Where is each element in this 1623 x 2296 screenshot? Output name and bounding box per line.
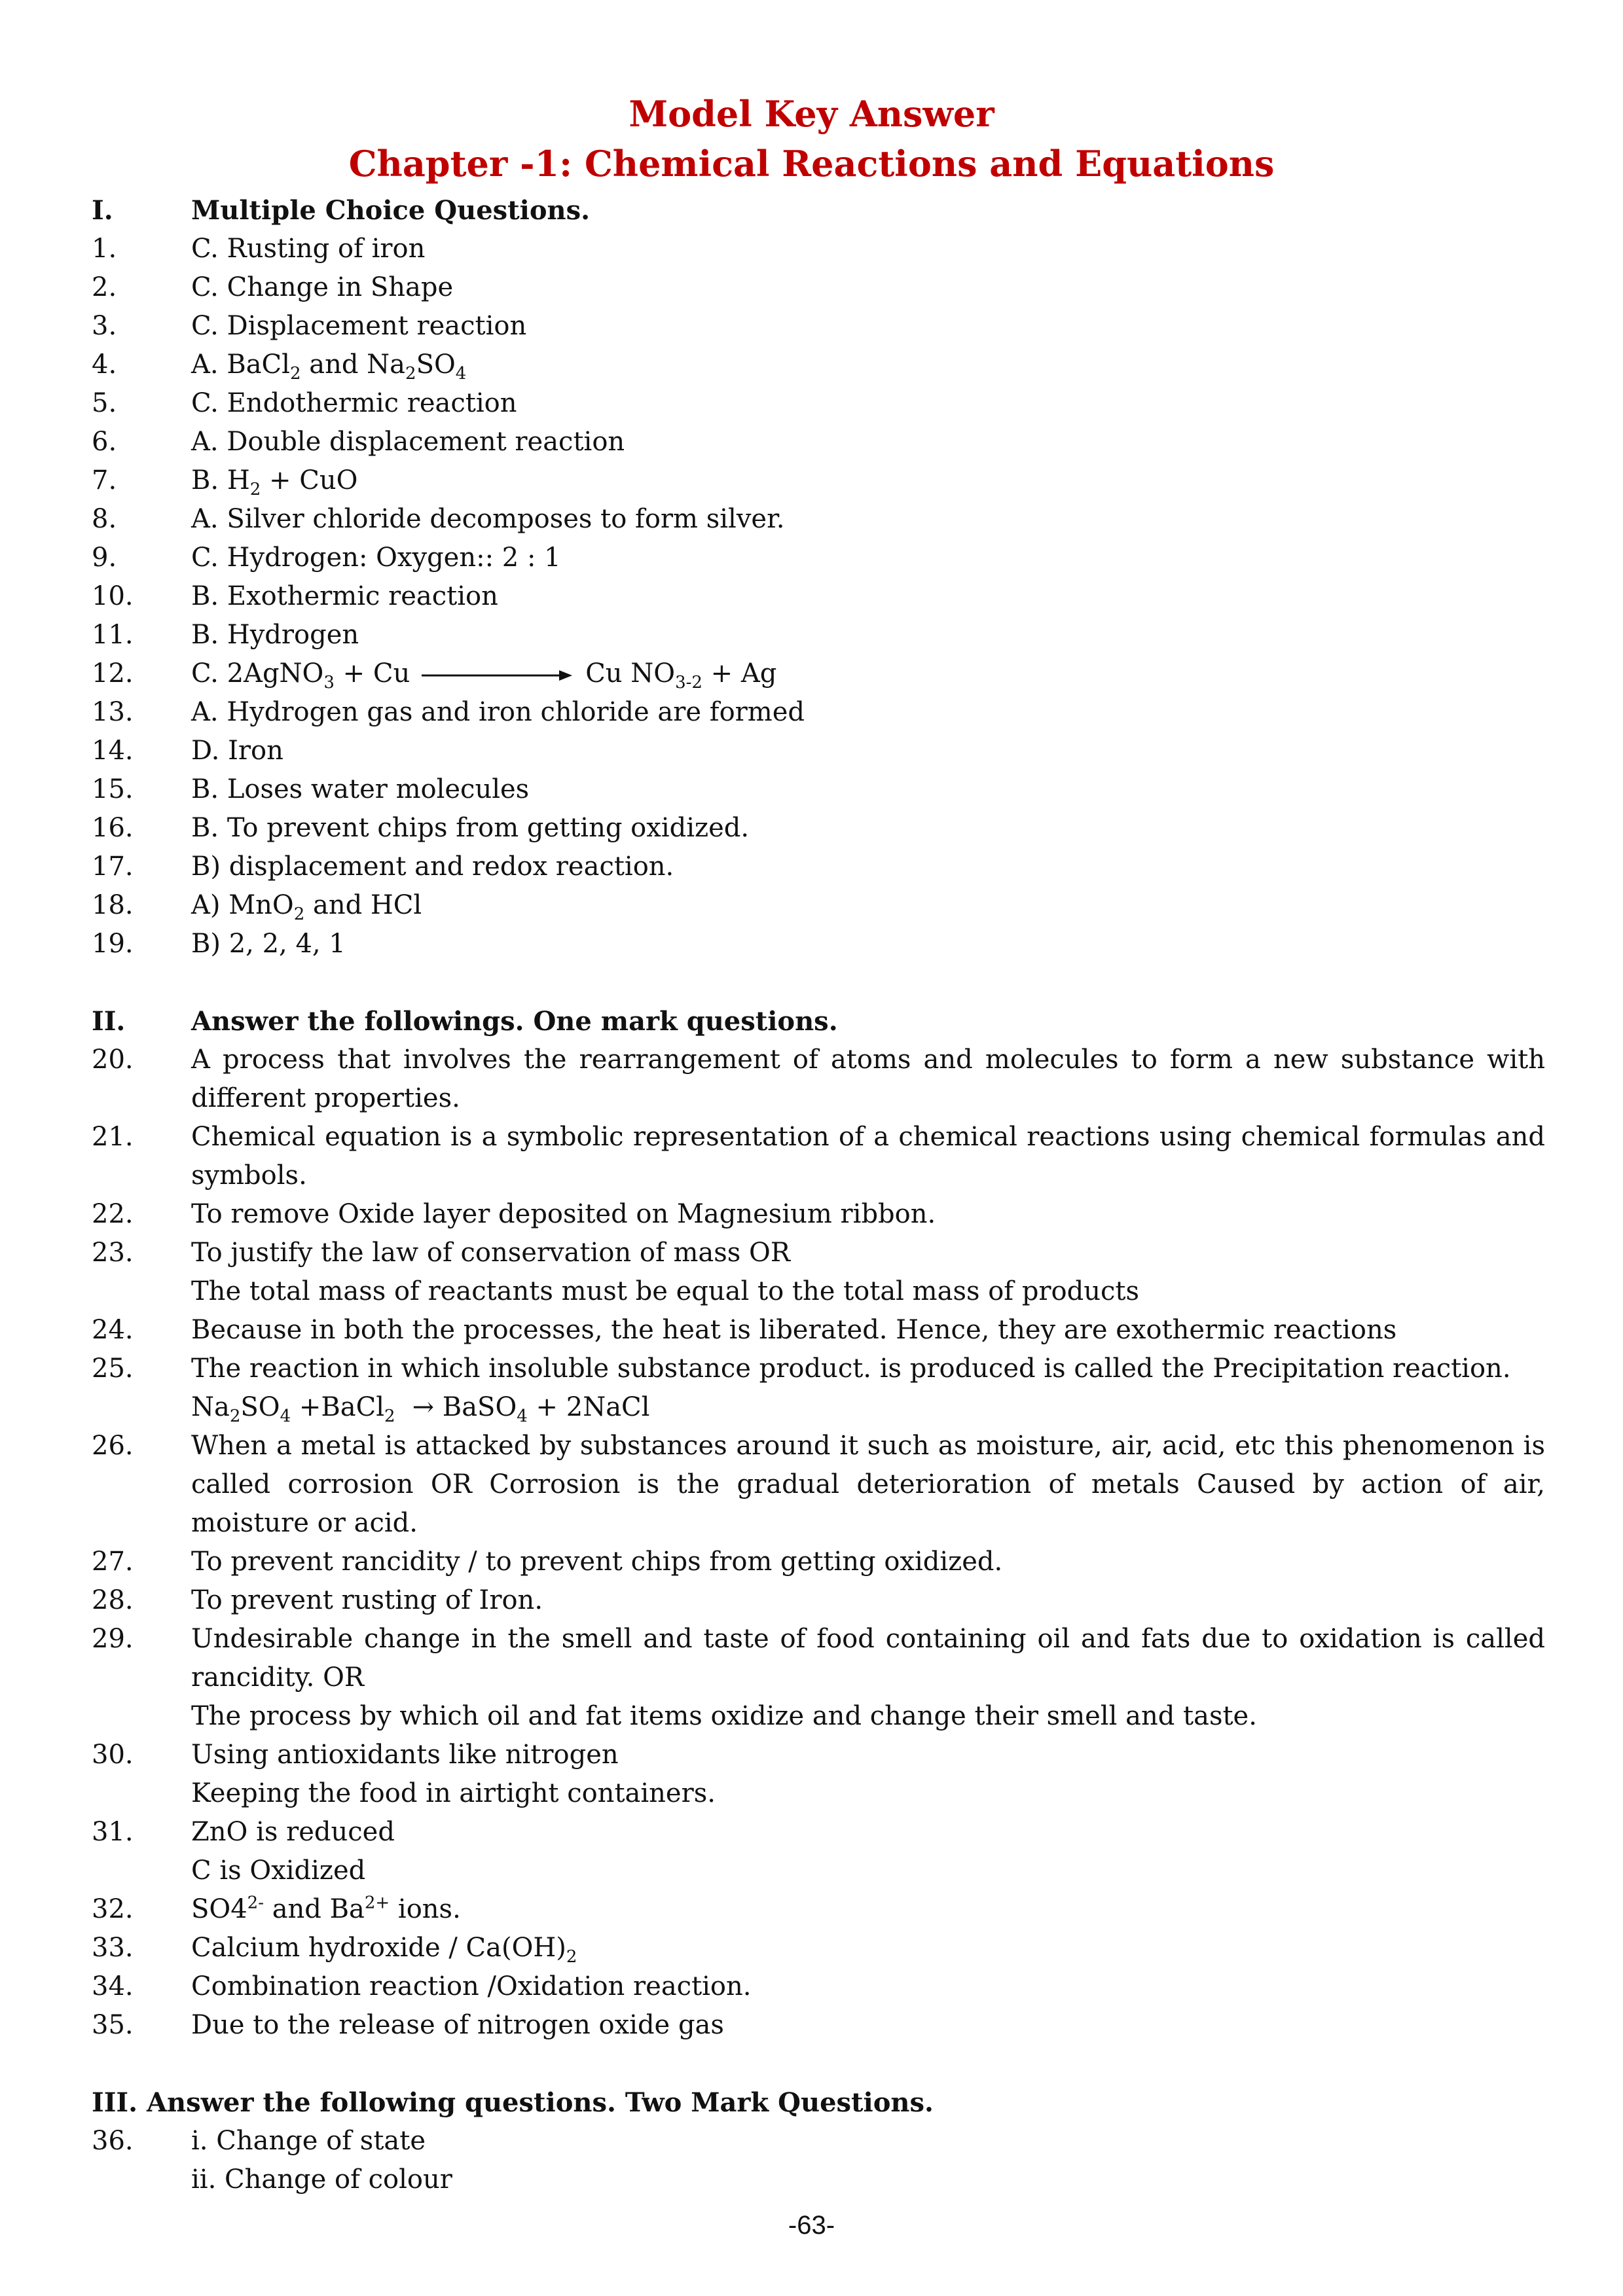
item-text: Calcium hydroxide / $Ca(OH)_2$ xyxy=(191,1933,577,1967)
item-number: 24. xyxy=(92,1315,134,1345)
item-text: B. Exothermic reaction xyxy=(191,581,498,611)
item-number: 35. xyxy=(92,2010,134,2040)
item-number: 31. xyxy=(92,1817,134,1847)
chapter-title: Chapter -1: Chemical Reactions and Equations xyxy=(348,143,1275,185)
item-text: C. Change in Shape xyxy=(191,272,454,302)
item-text: A. BaCl$_2$ and $Na_2SO_4$ xyxy=(191,350,467,384)
item-text: Chemical equation is a symbolic representation of a chemical reactions using chemical formulas and symbols. xyxy=(191,1122,1545,1191)
item-number: 9. xyxy=(92,543,117,573)
item-text: B) displacement and redox reaction. xyxy=(191,852,674,882)
item-text: B. $H_2$ + CuO xyxy=(191,465,358,499)
item-number: 27. xyxy=(92,1547,134,1577)
item-text: B. To prevent chips from getting oxidized. xyxy=(191,813,750,843)
section-title: Multiple Choice Questions. xyxy=(191,195,591,226)
item-text: To remove Oxide layer deposited on Magnesium ribbon. xyxy=(191,1199,936,1229)
item-number: 14. xyxy=(92,736,134,766)
item-text: To justify the law of conservation of mass OR The total mass of reactants must be equal to the total mass of products xyxy=(191,1238,1140,1306)
item-number: 22. xyxy=(92,1199,134,1229)
item-number: 6. xyxy=(92,427,117,457)
item-text: B. Loses water molecules xyxy=(191,774,530,804)
item-number: 25. xyxy=(92,1354,134,1384)
item-text: A. Double displacement reaction xyxy=(191,427,625,457)
item-text: To prevent rancidity / to prevent chips from getting oxidized. xyxy=(191,1547,1003,1577)
item-text: When a metal is attacked by substances around it such as moisture, air, acid, etc this phenomenon is called corrosion OR Corrosion is the gradual deterioration of metals Caused by action of air, moisture or acid. xyxy=(191,1431,1545,1538)
item-text: Undesirable change in the smell and taste of food containing oil and fats due to oxidation is called rancidity. OR The process by which oil and fat items oxidize and change their smell and taste. xyxy=(191,1624,1545,1731)
item-text: C. Endothermic reaction xyxy=(191,388,517,418)
page-title: Model Key Answer xyxy=(629,93,994,135)
item-text: ZnO is reduced C is Oxidized xyxy=(191,1817,395,1886)
item-number: 30. xyxy=(92,1740,134,1770)
item-number: 12. xyxy=(92,658,134,689)
item-number: 5. xyxy=(92,388,117,418)
item-number: 33. xyxy=(92,1933,134,1963)
item-number: 26. xyxy=(92,1431,134,1461)
section-number: I. xyxy=(92,195,113,226)
item-number: 19. xyxy=(92,929,134,959)
item-number: 28. xyxy=(92,1585,134,1615)
item-number: 13. xyxy=(92,697,134,727)
item-text: To prevent rusting of Iron. xyxy=(191,1585,543,1615)
item-number: 10. xyxy=(92,581,134,611)
item-number: 17. xyxy=(92,852,134,882)
item-text: C. Rusting of iron xyxy=(191,234,426,264)
item-text: Using antioxidants like nitrogen Keeping the food in airtight containers. xyxy=(191,1740,716,1808)
item-number: 32. xyxy=(92,1894,134,1924)
item-number: 29. xyxy=(92,1624,134,1654)
item-text: A) MnO$_2$ and HCl xyxy=(191,890,422,924)
item-text: A. Silver chloride decomposes to form silver. xyxy=(191,504,785,534)
item-text: B) 2, 2, 4, 1 xyxy=(191,929,346,959)
reaction-arrow-icon xyxy=(422,669,572,682)
item-number: 20. xyxy=(92,1045,134,1075)
section-number: II. xyxy=(92,1006,126,1037)
item-number: 7. xyxy=(92,465,117,495)
item-number: 16. xyxy=(92,813,134,843)
item-number: 36. xyxy=(92,2126,134,2156)
page-number: -63- xyxy=(788,2211,835,2240)
item-text: i. Change of state ii. Change of colour xyxy=(191,2126,452,2195)
item-text: The reaction in which insoluble substance product. is produced is called the Precipitation reaction. $Na_2SO_4$ +BaCl$_2$ → BaSO$_4$ + 2NaCl xyxy=(191,1354,1511,1426)
item-text: Because in both the processes, the heat is liberated. Hence, they are exothermic reactions xyxy=(191,1315,1397,1345)
item-text: $SO4^{2-}$ and $Ba^{2+}$ ions. xyxy=(191,1893,461,1924)
item-number: 2. xyxy=(92,272,117,302)
item-text: C. 2AgNO$_3$ + Cu Cu $NO_{3-2} + Ag$ xyxy=(191,658,777,692)
item-number: 4. xyxy=(92,350,117,380)
item-text: C. Hydrogen: Oxygen:: 2 : 1 xyxy=(191,543,561,573)
section-heading: III. Answer the following questions. Two Mark Questions. xyxy=(92,2087,934,2118)
item-number: 11. xyxy=(92,620,134,650)
item-text: A. Hydrogen gas and iron chloride are formed xyxy=(191,697,805,727)
item-number: 15. xyxy=(92,774,134,804)
item-text: D. Iron xyxy=(191,736,283,766)
item-number: 18. xyxy=(92,890,134,920)
item-text: Due to the release of nitrogen oxide gas xyxy=(191,2010,724,2040)
item-number: 23. xyxy=(92,1238,134,1268)
section-title: Answer the followings. One mark questions. xyxy=(191,1006,838,1037)
item-text: C. Displacement reaction xyxy=(191,311,527,341)
item-number: 1. xyxy=(92,234,117,264)
item-number: 21. xyxy=(92,1122,134,1152)
item-number: 34. xyxy=(92,1971,134,2001)
item-text: Combination reaction /Oxidation reaction. xyxy=(191,1971,752,2001)
item-text: A process that involves the rearrangement of atoms and molecules to form a new substance with different properties. xyxy=(191,1045,1545,1113)
item-text: B. Hydrogen xyxy=(191,620,359,650)
item-number: 8. xyxy=(92,504,117,534)
item-number: 3. xyxy=(92,311,117,341)
